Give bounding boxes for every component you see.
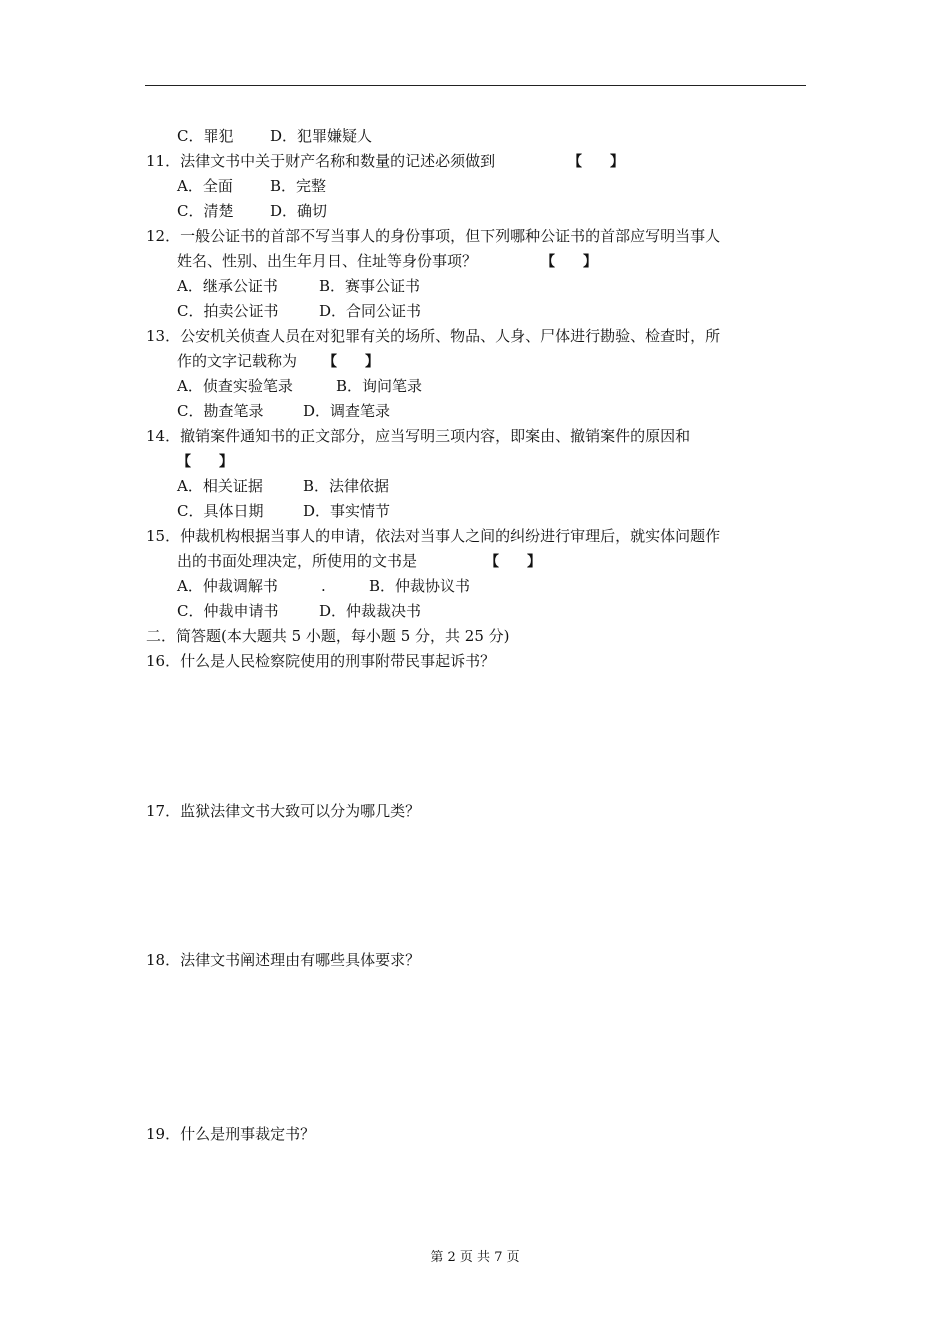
q12-options-ab bbox=[177, 276, 420, 296]
q11-option-a: A．全面 bbox=[177, 177, 233, 195]
page-footer: 第 2 页 共 7 页 bbox=[430, 1250, 520, 1265]
q12-option-c: C．拍卖公证书 bbox=[177, 302, 279, 320]
q13-option-a: A．侦查实验笔录 bbox=[177, 377, 293, 395]
q11-option-c: C．清楚 bbox=[177, 202, 234, 220]
q15-stray-dot: . bbox=[321, 577, 326, 595]
q13-line2 bbox=[177, 351, 379, 372]
q11-option-d: D．确切 bbox=[270, 202, 328, 220]
q15-option-c: C．仲裁申请书 bbox=[177, 602, 279, 620]
q13-answer-bracket: 【 】 bbox=[323, 354, 379, 370]
q12-options-cd bbox=[177, 301, 421, 321]
q11-options-cd bbox=[177, 201, 327, 221]
q15-text: 出的书面处理决定，所使用的文书是 bbox=[177, 552, 418, 570]
q12-line1: 12．一般公证书的首部不写当事人的身份事项，但下列哪种公证书的首部应写明当事人 bbox=[146, 227, 721, 245]
q17-question: 17．监狱法律文书大致可以分为哪几类？ bbox=[146, 802, 421, 820]
q14-option-d: D．事实情节 bbox=[303, 502, 391, 520]
q11-options-ab bbox=[177, 176, 326, 196]
q12-option-a: A．继承公证书 bbox=[177, 277, 278, 295]
q11-option-b: B．完整 bbox=[270, 177, 327, 195]
q13-option-c: C．勘查笔录 bbox=[177, 402, 264, 420]
q14-answer-bracket: 【 】 bbox=[177, 454, 233, 470]
q12-option-b: B．赛事公证书 bbox=[319, 277, 421, 295]
q15-line1: 15．仲裁机构根据当事人的申请，依法对当事人之间的纠纷进行审理后，就实体问题作 bbox=[146, 527, 721, 545]
q10-option-d: D．犯罪嫌疑人 bbox=[270, 127, 373, 145]
q14-options-ab bbox=[177, 476, 389, 496]
q10-options-cd bbox=[177, 126, 372, 146]
q14-option-c: C．具体日期 bbox=[177, 502, 264, 520]
q12-text: 姓名、性别、出生年月日、住址等身份事项？ bbox=[177, 252, 478, 270]
q11-answer-bracket: 【 】 bbox=[568, 154, 624, 170]
header-rule bbox=[145, 85, 806, 86]
q11-question bbox=[146, 151, 624, 172]
q12-line2 bbox=[177, 251, 597, 272]
q13-text: 作的文字记载称为 bbox=[177, 352, 298, 370]
section2-heading: 二．简答题(本大题共 5 小题，每小题 5 分，共 25 分) bbox=[146, 627, 510, 645]
q13-line1: 13．公安机关侦查人员在对犯罪有关的场所、物品、人身、尸体进行勘验、检查时，所 bbox=[146, 327, 721, 345]
q14-line2 bbox=[177, 451, 233, 472]
q13-options-ab bbox=[177, 376, 422, 396]
q15-option-a: A．仲裁调解书 bbox=[177, 577, 278, 595]
q15-option-d: D．仲裁裁决书 bbox=[319, 602, 422, 620]
q12-option-d: D．合同公证书 bbox=[319, 302, 422, 320]
q13-options-cd bbox=[177, 401, 390, 421]
q10-option-c: C．罪犯 bbox=[177, 127, 234, 145]
q14-options-cd bbox=[177, 501, 390, 521]
q13-option-b: B．询问笔录 bbox=[336, 377, 423, 395]
q13-option-d: D．调查笔录 bbox=[303, 402, 391, 420]
q14-option-b: B．法律依据 bbox=[303, 477, 390, 495]
q15-line2 bbox=[177, 551, 541, 572]
q15-options-ab bbox=[177, 576, 470, 596]
q15-option-b: B．仲裁协议书 bbox=[369, 577, 471, 595]
q15-answer-bracket: 【 】 bbox=[485, 554, 541, 570]
q19-question: 19．什么是刑事裁定书？ bbox=[146, 1125, 316, 1143]
q12-answer-bracket: 【 】 bbox=[541, 254, 597, 270]
q16-question: 16．什么是人民检察院使用的刑事附带民事起诉书？ bbox=[146, 652, 496, 670]
q15-options-cd bbox=[177, 601, 421, 621]
q14-option-a: A．相关证据 bbox=[177, 477, 263, 495]
q14-line1: 14．撤销案件通知书的正文部分，应当写明三项内容，即案由、撤销案件的原因和 bbox=[146, 427, 691, 445]
q18-question: 18．法律文书阐述理由有哪些具体要求？ bbox=[146, 951, 421, 969]
q11-text: 11．法律文书中关于财产名称和数量的记述必须做到 bbox=[146, 152, 496, 170]
